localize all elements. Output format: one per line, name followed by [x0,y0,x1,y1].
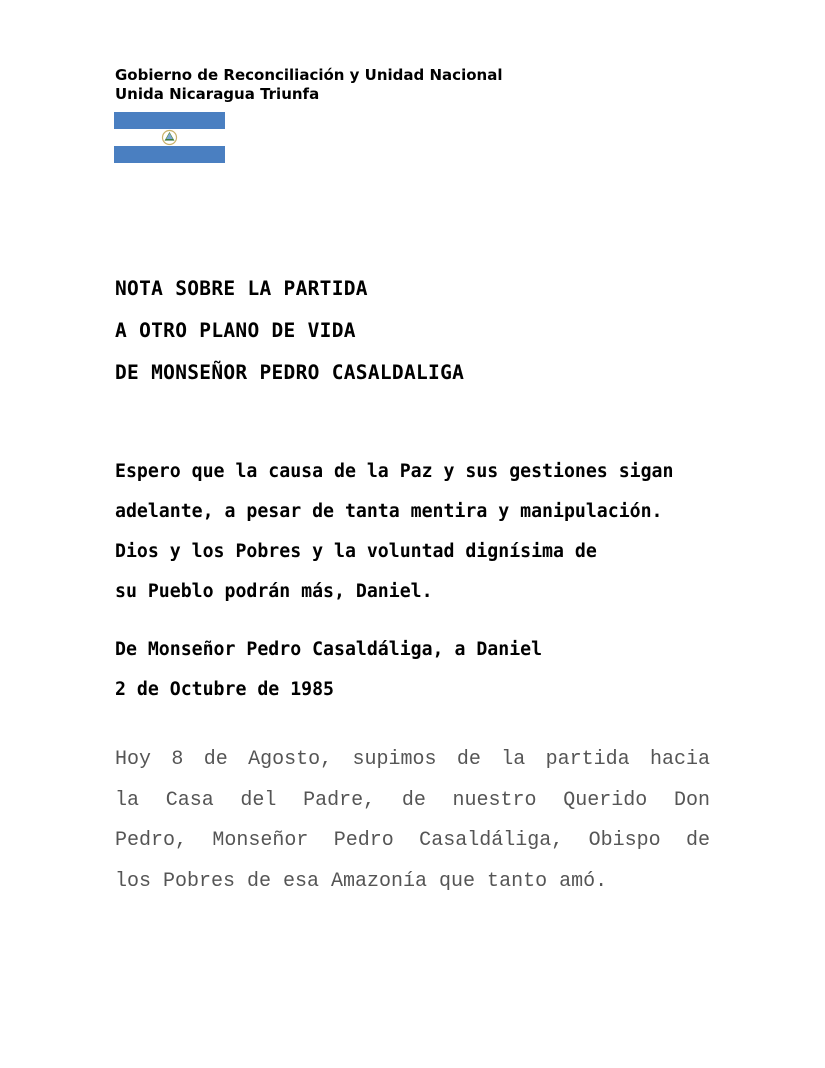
document-title [115,268,464,394]
nicaragua-flag-icon [114,112,225,163]
quote-attribution [115,630,542,710]
quote-line: su Pueblo podrán más, Daniel. [115,581,433,602]
government-slogan: Unida Nicaragua Triunfa [115,85,320,103]
body-line: los Pobres de esa Amazonía que tanto amó. [115,869,608,893]
quote-line: Espero que la causa de la Paz y sus gestiones sigan [115,461,674,482]
title-line: NOTA SOBRE LA PARTIDA [115,277,368,300]
body-line: Hoy 8 de Agosto, supimos de la partida hacia [115,748,710,771]
attribution-date: 2 de Octubre de 1985 [115,679,334,700]
body-line: la Casa del Padre, de nuestro Querido Don [115,788,710,812]
title-line: DE MONSEÑOR PEDRO CASALDALIGA [115,361,465,384]
government-name: Gobierno de Reconciliación y Unidad Nacional [115,66,503,84]
title-line: A OTRO PLANO DE VIDA [115,319,356,342]
quote-block [115,452,715,612]
quote-line: adelante, a pesar de tanta mentira y manipulación. [115,501,663,522]
body-paragraph [115,740,710,902]
attribution-author: De Monseñor Pedro Casaldáliga, a Daniel [115,639,543,660]
body-line: Pedro, Monseñor Pedro Casaldáliga, Obispo de [115,829,710,852]
government-header [115,66,502,104]
quote-line: Dios y los Pobres y la voluntad dignísima de [115,541,597,562]
